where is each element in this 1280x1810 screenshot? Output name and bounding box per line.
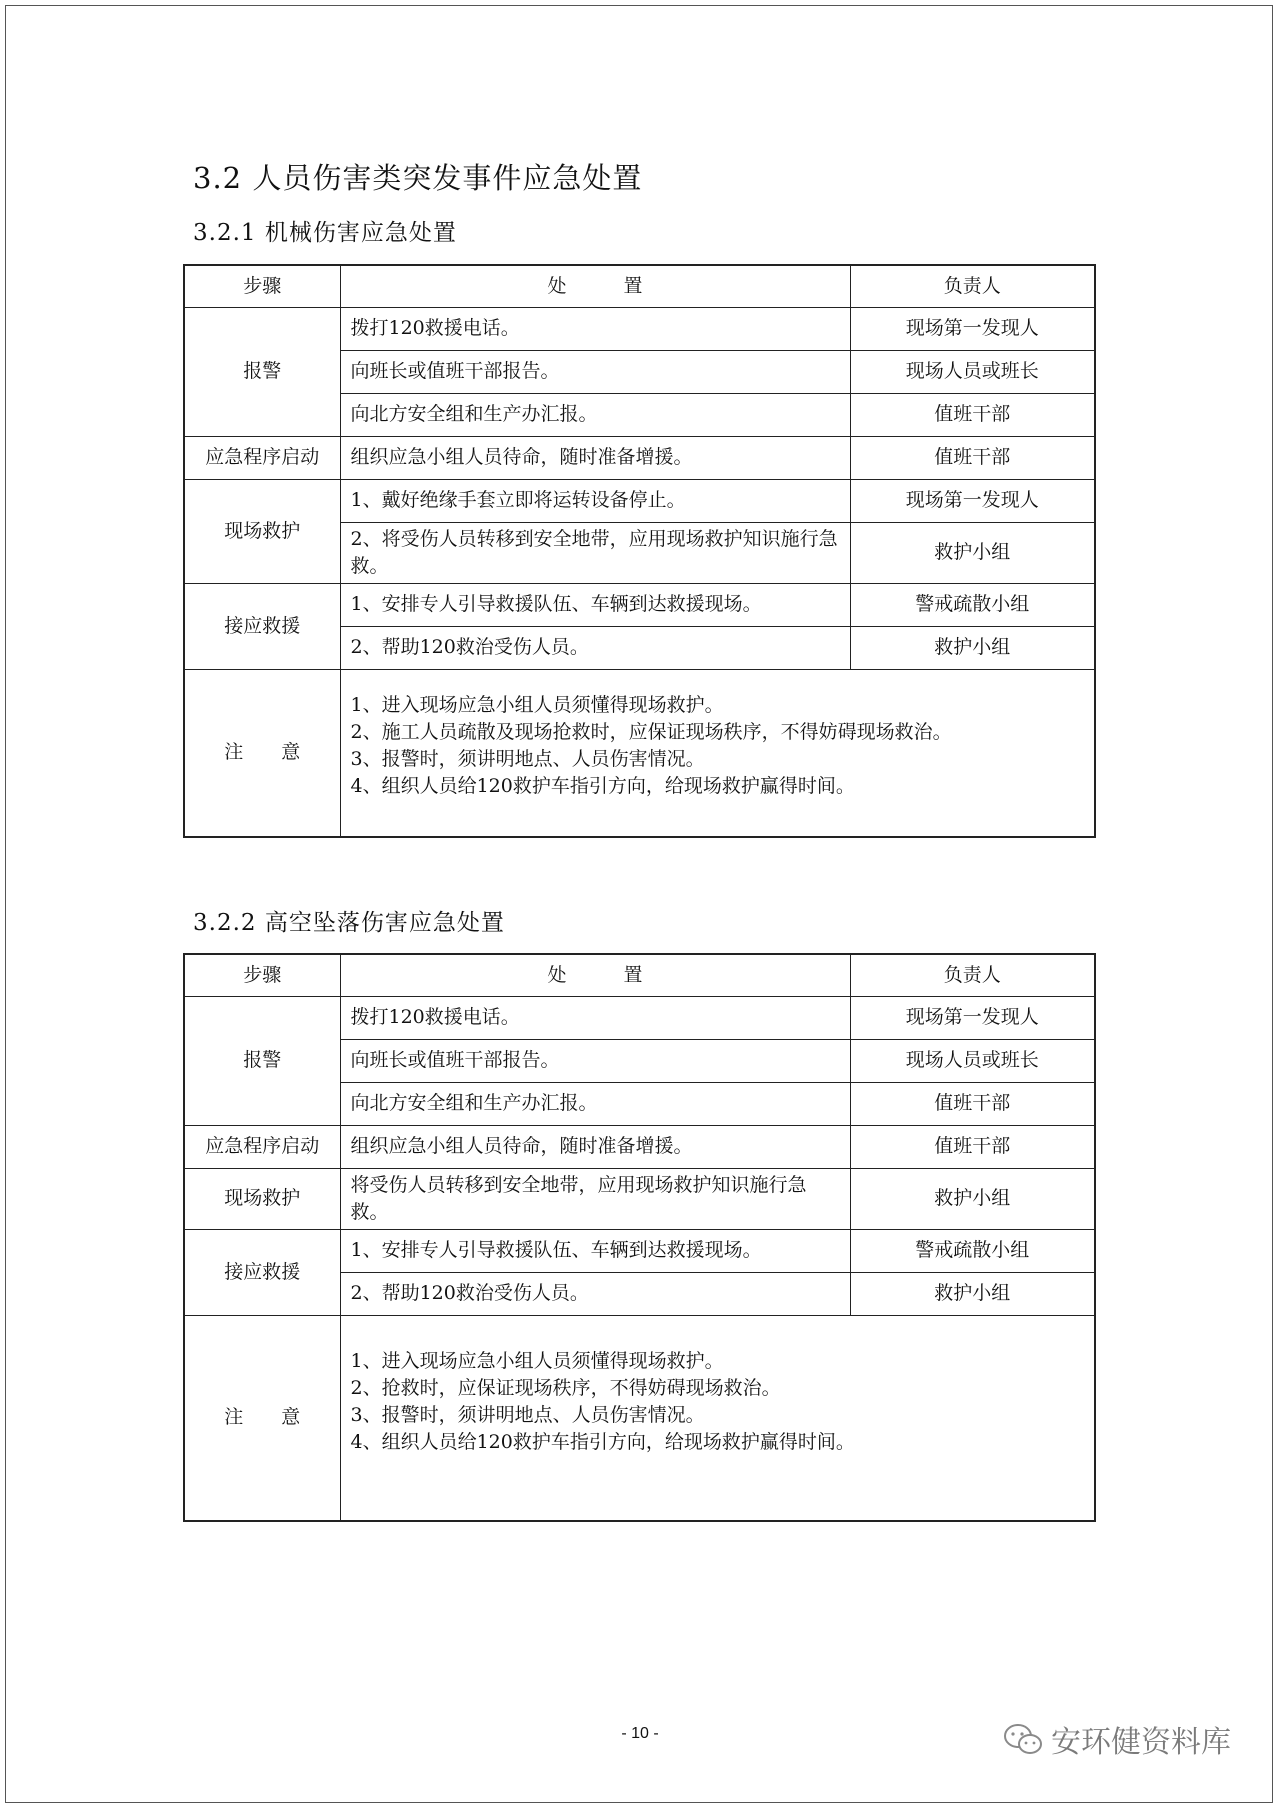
step-cell: 现场救护 — [184, 479, 340, 583]
step-cell: 应急程序启动 — [184, 436, 340, 479]
header-step: 步骤 — [184, 954, 340, 996]
step-cell: 报警 — [184, 996, 340, 1125]
owner-cell: 救护小组 — [850, 522, 1095, 583]
step-cell: 接应救援 — [184, 1229, 340, 1315]
owner-cell: 现场人员或班长 — [850, 1039, 1095, 1082]
owner-cell: 救护小组 — [850, 626, 1095, 669]
notes-label: 注 意 — [184, 669, 340, 837]
owner-cell: 警戒疏散小组 — [850, 583, 1095, 626]
wechat-icon — [1003, 1723, 1043, 1755]
header-action: 处 置 — [340, 954, 850, 996]
table-row — [184, 1229, 1095, 1272]
action-cell: 组织应急小组人员待命，随时准备增援。 — [340, 1125, 850, 1168]
owner-cell: 现场人员或班长 — [850, 350, 1095, 393]
owner-cell: 现场第一发现人 — [850, 307, 1095, 350]
notes-row — [184, 669, 1095, 837]
header-owner: 负责人 — [850, 954, 1095, 996]
action-cell: 将受伤人员转移到安全地带，应用现场救护知识施行急救。 — [340, 1168, 850, 1229]
header-owner: 负责人 — [850, 265, 1095, 307]
watermark-text: 安环健资料库 — [1051, 1725, 1231, 1760]
note-line: 1、进入现场应急小组人员须懂得现场救护。 — [350, 693, 724, 716]
action-cell: 2、帮助120救治受伤人员。 — [340, 1272, 850, 1315]
owner-cell: 值班干部 — [850, 1082, 1095, 1125]
table-row — [184, 436, 1095, 479]
action-cell: 拨打120救援电话。 — [340, 307, 850, 350]
table-mechanical-injury — [183, 264, 1096, 838]
action-cell: 组织应急小组人员待命，随时准备增援。 — [340, 436, 850, 479]
table-row — [184, 1168, 1095, 1229]
header-step: 步骤 — [184, 265, 340, 307]
table-row — [184, 307, 1095, 350]
note-line: 4、组织人员给120救护车指引方向，给现场救护赢得时间。 — [350, 774, 855, 797]
note-line: 2、施工人员疏散及现场抢救时，应保证现场秩序，不得妨碍现场救治。 — [350, 720, 952, 743]
section-heading: 3.2 人员伤害类突发事件应急处置 — [193, 161, 643, 195]
owner-cell: 救护小组 — [850, 1168, 1095, 1229]
note-line: 2、抢救时，应保证现场秩序，不得妨碍现场救治。 — [350, 1376, 781, 1399]
notes-cell — [340, 1315, 1095, 1521]
header-action: 处 置 — [340, 265, 850, 307]
action-cell: 1、戴好绝缘手套立即将运转设备停止。 — [340, 479, 850, 522]
note-line: 4、组织人员给120救护车指引方向，给现场救护赢得时间。 — [350, 1430, 855, 1453]
table-row — [184, 583, 1095, 626]
note-line: 1、进入现场应急小组人员须懂得现场救护。 — [350, 1349, 724, 1372]
owner-cell: 现场第一发现人 — [850, 996, 1095, 1039]
table-header-row — [184, 265, 1095, 307]
owner-cell: 值班干部 — [850, 393, 1095, 436]
note-line: 3、报警时，须讲明地点、人员伤害情况。 — [350, 747, 705, 770]
notes-cell — [340, 669, 1095, 837]
owner-cell: 警戒疏散小组 — [850, 1229, 1095, 1272]
table-row — [184, 1125, 1095, 1168]
step-cell: 报警 — [184, 307, 340, 436]
action-cell: 向班长或值班干部报告。 — [340, 350, 850, 393]
action-cell: 1、安排专人引导救援队伍、车辆到达救援现场。 — [340, 1229, 850, 1272]
table-row — [184, 479, 1095, 522]
step-cell: 接应救援 — [184, 583, 340, 669]
notes-row — [184, 1315, 1095, 1521]
table-header-row — [184, 954, 1095, 996]
notes-label: 注 意 — [184, 1315, 340, 1521]
action-cell: 向北方安全组和生产办汇报。 — [340, 393, 850, 436]
table-fall-injury — [183, 953, 1096, 1522]
owner-cell: 值班干部 — [850, 436, 1095, 479]
step-cell: 应急程序启动 — [184, 1125, 340, 1168]
page-number: - 10 - — [621, 1725, 659, 1742]
action-cell: 2、帮助120救治受伤人员。 — [340, 626, 850, 669]
action-cell: 1、安排专人引导救援队伍、车辆到达救援现场。 — [340, 583, 850, 626]
action-cell: 拨打120救援电话。 — [340, 996, 850, 1039]
action-cell: 2、将受伤人员转移到安全地带，应用现场救护知识施行急救。 — [340, 522, 850, 583]
note-line: 3、报警时，须讲明地点、人员伤害情况。 — [350, 1403, 705, 1426]
watermark — [1003, 1717, 1231, 1761]
owner-cell: 值班干部 — [850, 1125, 1095, 1168]
owner-cell: 救护小组 — [850, 1272, 1095, 1315]
action-cell: 向班长或值班干部报告。 — [340, 1039, 850, 1082]
action-cell: 向北方安全组和生产办汇报。 — [340, 1082, 850, 1125]
step-cell: 现场救护 — [184, 1168, 340, 1229]
subsection-title-fall: 3.2.2 高空坠落伤害应急处置 — [193, 910, 505, 936]
subsection-title-mechanical: 3.2.1 机械伤害应急处置 — [193, 220, 457, 246]
owner-cell: 现场第一发现人 — [850, 479, 1095, 522]
table-row — [184, 996, 1095, 1039]
